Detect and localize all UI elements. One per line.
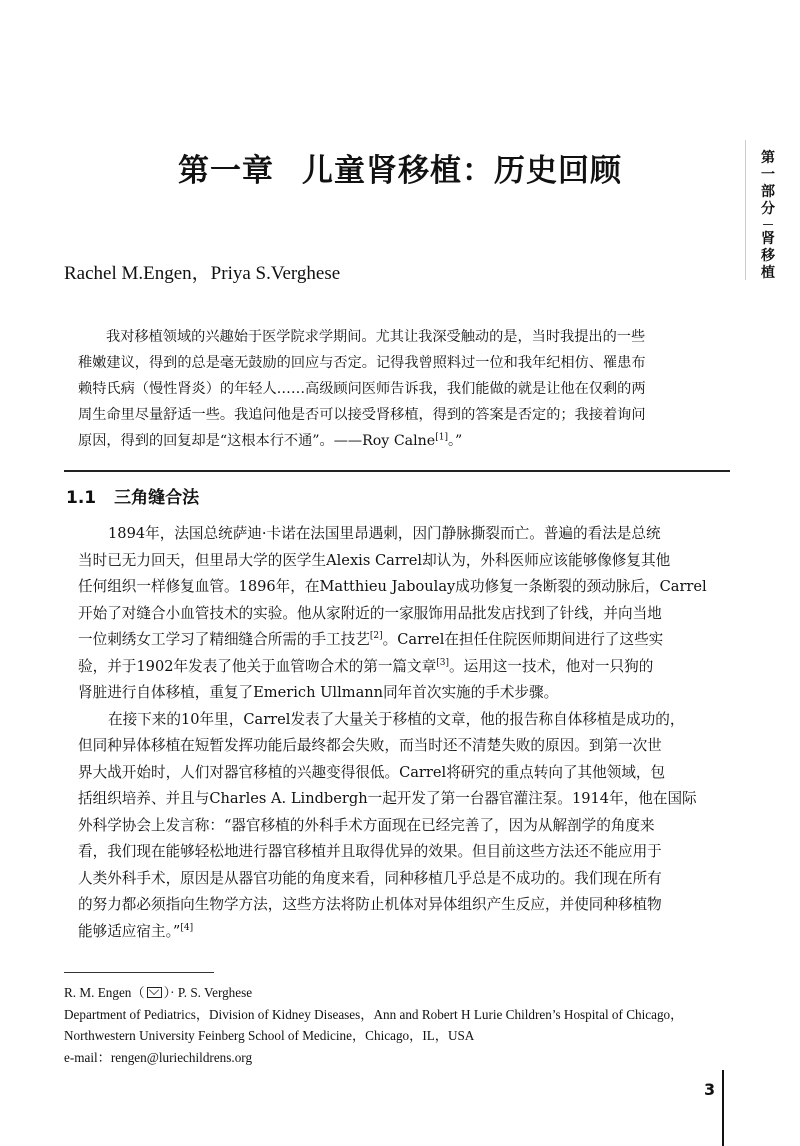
- body-line: [78, 919, 730, 946]
- epigraph-last-text: 原因，得到的回复却是“这根本行不通”。——Roy Calne: [78, 433, 436, 449]
- body-line: 当时已无力回天，但里昂大学的医学生Alexis Carrel却认为，外科医师应该能够像修复其他: [78, 551, 671, 569]
- body-line: 界大战开始时，人们对器官移植的兴趣变得很低。Carrel将研究的重点转向了其他领域，包: [78, 763, 666, 781]
- footnote-affiliation: Northwestern University Feinberg School of Medicine，Chicago，IL，USA: [64, 1028, 475, 1043]
- page-edge-rule: [722, 1070, 724, 1146]
- footnote-authors: [64, 982, 744, 1004]
- body-line: 的努力都必须指向生物学方法，这些方法将防止机体对异体组织产生反应，并使同种移植物: [78, 896, 662, 913]
- body-text: [78, 521, 730, 945]
- footnote-divider: [64, 972, 214, 973]
- citation-3[interactable]: [3]: [436, 657, 449, 668]
- body-line: 但同种异体移植在短暂发挥功能后最终都会失败，而当时还不清楚失败的原因。到第一次世: [78, 737, 662, 754]
- epigraph-line: [78, 428, 730, 454]
- chapter-title: [0, 145, 800, 190]
- footnote-affiliation: Department of Pediatrics，Division of Kidney Diseases，Ann and Robert H Lurie Children’s Hospital of Chicago，: [64, 1006, 684, 1022]
- chapter-number: 第一章: [178, 153, 274, 189]
- side-tab-separator: [763, 224, 773, 225]
- citation-4[interactable]: [4]: [180, 922, 194, 933]
- footnote-author-1: R. M. Engen（: [64, 985, 145, 1000]
- body-text-segment: 一位刺绣女工学习了精细缝合所需的手工技艺: [78, 631, 370, 648]
- body-text-segment: 验，并于1902年发表了他关于血管吻合术的第一篇文章: [78, 657, 437, 675]
- epigraph-line: 周生命里尽量舒适一些。我追问他是否可以接受肾移植，得到的答案是否定的；我接着询问: [78, 407, 646, 423]
- section-title: 三角缝合法: [114, 488, 200, 508]
- footnote-email[interactable]: e-mail：rengen@luriechildrens.org: [64, 1049, 253, 1065]
- epigraph-end: 。”: [447, 433, 463, 449]
- body-line: 1894年，法国总统萨迪·卡诺在法国里昂遇刺，因门静脉撕裂而亡。普遍的看法是总统: [108, 525, 661, 542]
- body-line: 任何组织一样修复血管。1896年，在Matthieu Jaboulay成功修复一条断裂的颈动脉后，Carrel: [78, 578, 707, 595]
- body-line: [78, 627, 730, 654]
- page-number: 3: [704, 1080, 716, 1099]
- footnote: [64, 982, 744, 1068]
- body-text-segment: 。Carrel在担任住院医师期间进行了这些实: [382, 631, 664, 648]
- authors: Rachel M.Engen，Priya S.Verghese: [64, 263, 341, 284]
- body-line: 看，我们现在能够轻松地进行器官移植并且取得优异的效果。但目前这些方法还不能应用于: [78, 843, 662, 860]
- body-line: 括组织培养、并且与Charles A. Lindbergh一起开发了第一台器官灌注泵。1914年，他在国际: [78, 790, 697, 807]
- body-line: [78, 654, 730, 681]
- epigraph-line: 稚嫩建议，得到的总是毫无鼓励的回应与否定。记得我曾照料过一位和我年纪相仿、罹患布: [78, 355, 646, 371]
- epigraph-line: 赖特氏病（慢性肾炎）的年轻人……高级顾问医师告诉我，我们能做的就是让他在仅剩的两: [78, 381, 646, 397]
- body-line: 在接下来的10年里，Carrel发表了大量关于移植的文章，他的报告称自体移植是成功的，: [108, 710, 685, 728]
- section-divider: [64, 470, 730, 472]
- chapter-name: 儿童肾移植：历史回顾: [302, 153, 622, 189]
- section-heading: [66, 483, 199, 508]
- body-line: 外科学协会上发言称：“器官移植的外科手术方面现在已经完善了，因为从解剖学的角度来: [78, 816, 655, 834]
- body-line: 肾脏进行自体移植，重复了Emerich Ullmann同年首次实施的手术步骤。: [78, 684, 559, 701]
- citation-1[interactable]: [1]: [435, 432, 448, 443]
- body-text-segment: 。运用这一技术，他对一只狗的: [448, 657, 654, 675]
- body-text-segment: 能够适应宿主。”: [78, 922, 181, 940]
- section-number: 1.1: [66, 488, 97, 508]
- side-tab-part: 第一部分: [761, 150, 775, 217]
- epigraph: [78, 324, 730, 454]
- body-line: 开始了对缝合小血管技术的实验。他从家附近的一家服饰用品批发店找到了针线，并向当地: [78, 604, 662, 622]
- body-line: 人类外科手术，原因是从器官功能的角度来看，同种移植几乎总是不成功的。我们现在所有: [78, 869, 662, 887]
- epigraph-line: 我对移植领域的兴趣始于医学院求学期间。尤其让我深受触动的是，当时我提出的一些: [106, 329, 646, 345]
- envelope-icon[interactable]: [147, 987, 162, 998]
- side-tab-topic: 肾移植: [761, 231, 775, 281]
- footnote-author-2: ）· P. S. Verghese: [163, 985, 253, 1000]
- citation-2[interactable]: [2]: [369, 631, 383, 642]
